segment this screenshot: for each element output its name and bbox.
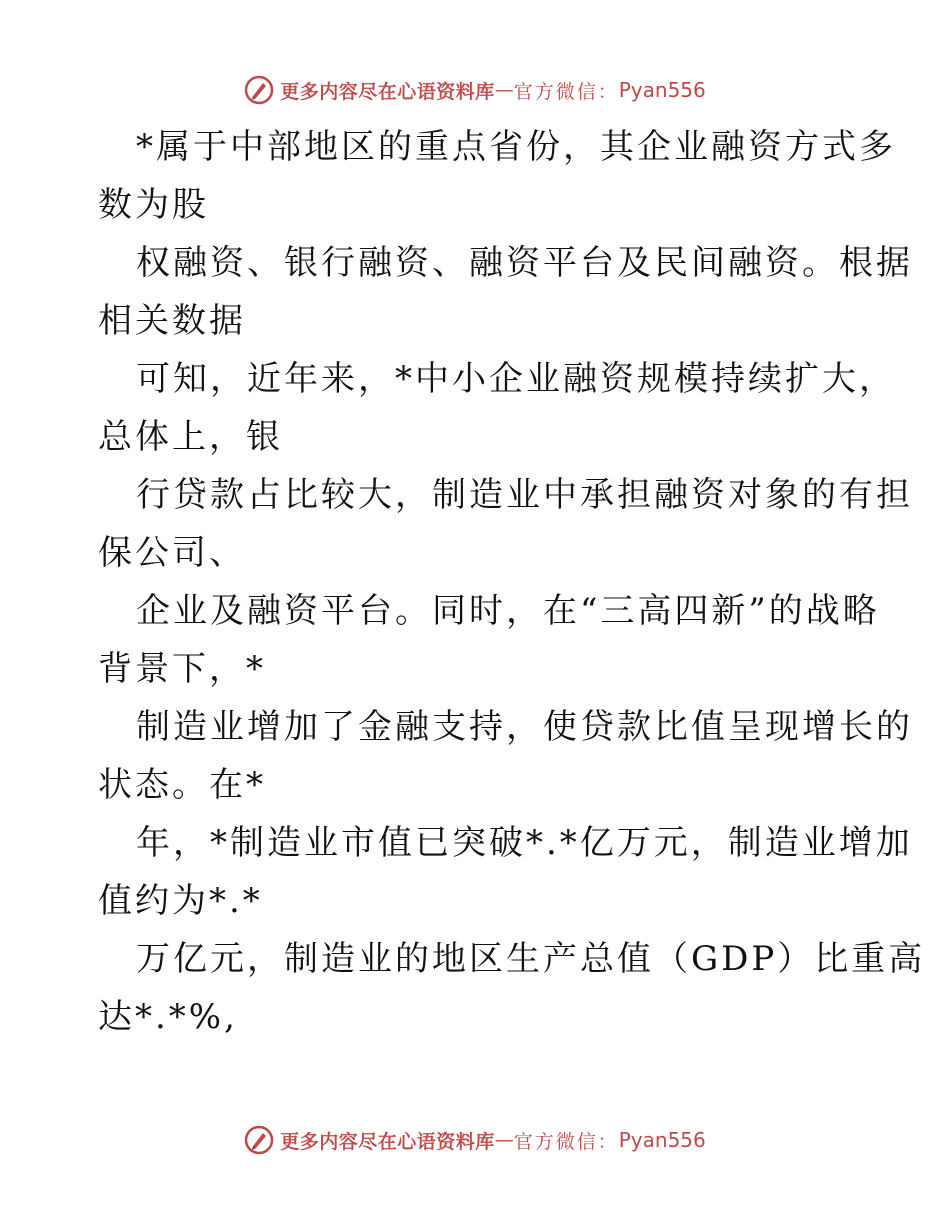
text-line: 达*.*%, bbox=[98, 997, 238, 1037]
text-line: 值约为*.* bbox=[98, 881, 263, 921]
text-line: 可知，近年来，*中小企业融资规模持续扩大， bbox=[136, 359, 896, 399]
text-line: 行贷款占比较大，制造业中承担融资对象的有担 bbox=[136, 475, 913, 515]
text-line: 数为股 bbox=[98, 185, 209, 225]
text-line: 总体上，银 bbox=[98, 417, 283, 457]
header-watermark bbox=[0, 70, 950, 110]
text-line: 保公司、 bbox=[98, 533, 246, 573]
watermark-brand: 更多内容尽在心语资料库 bbox=[280, 1130, 495, 1153]
watermark-label: 官方微信： bbox=[513, 1130, 619, 1153]
text-line: 万亿元，制造业的地区生产总值（GDP）比重高 bbox=[136, 939, 926, 979]
text-line: 背景下，* bbox=[98, 649, 266, 689]
watermark-wechat-id: Pyan556 bbox=[618, 1128, 706, 1152]
text-line: 相关数据 bbox=[98, 301, 246, 341]
footer-watermark bbox=[0, 1120, 950, 1160]
watermark-brand: 更多内容尽在心语资料库 bbox=[280, 80, 495, 103]
text-line: 状态。在* bbox=[98, 765, 266, 805]
text-line: *属于中部地区的重点省份，其企业融资方式多 bbox=[136, 127, 896, 167]
watermark-dash: — bbox=[494, 79, 514, 101]
watermark-dash: — bbox=[494, 1129, 514, 1151]
pen-logo-icon bbox=[244, 1125, 274, 1155]
watermark-wechat-id: Pyan556 bbox=[618, 78, 706, 102]
text-line: 年，*制造业市值已突破*.*亿万元，制造业增加 bbox=[136, 823, 913, 863]
pen-logo-icon bbox=[244, 75, 274, 105]
text-line: 制造业增加了金融支持，使贷款比值呈现增长的 bbox=[136, 707, 913, 747]
text-line: 企业及融资平台。同时，在“三高四新”的战略 bbox=[136, 591, 880, 631]
text-line: 权融资、银行融资、融资平台及民间融资。根据 bbox=[136, 243, 913, 283]
watermark-label: 官方微信： bbox=[513, 80, 619, 103]
